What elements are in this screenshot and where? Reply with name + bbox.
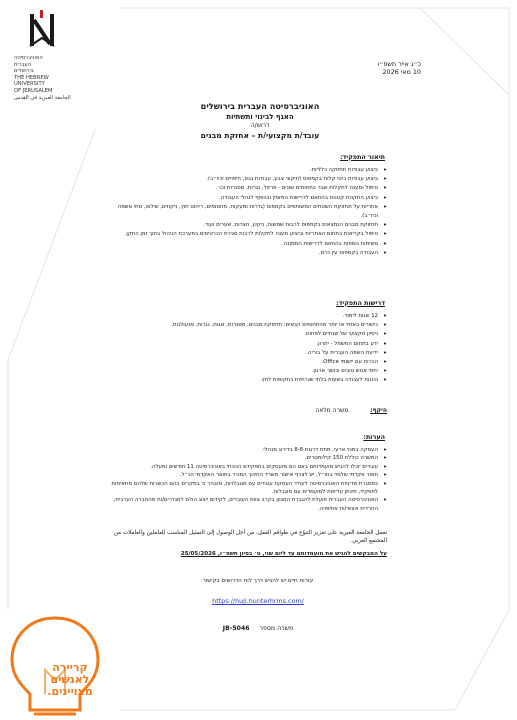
list-item: • ביצוע התקנות קטנות בהתאם לדרישות המזמין ובכפוף לנהלי העבודה. [107, 194, 387, 203]
list-item: • ביצוע עבודות תחזוקה כלליות. [107, 166, 387, 175]
gregorian-date: 10 מאי 2026 [382, 68, 421, 76]
title-position: עובד/ת מקצועי/ת – אחזקת מבנים [200, 131, 320, 140]
list-item: • טיפול בקריאות בתחום האחריות וביצוע מענה לתקלות לרבות סגירת הכרטיסים במערכת הניהול בתוך זמן התקן. [107, 230, 387, 239]
logo-english-line: OF JERUSALEM [14, 87, 53, 94]
job-reference [130, 625, 386, 632]
logo-hebrew-line: העברית [14, 61, 32, 68]
scope-value: משרה מלאה [315, 407, 349, 414]
arabic-diversity-notice: تعمل الجامعة العبرية على تعزيز التنوّع في طواقم العمل، من أجل الوصول إلى التمثيل المناسب للعاملين والعاملات من المجتمع العربي. [113, 530, 387, 544]
list-item: • האוניברסיטה העברית פועלת להגברת המגוון בקרב צוות העובדים, לקידום ייצוג הולם למגדרים/ות מהחברה הערבית, החרדית ויוצאי/ות אתיופיה. [107, 496, 387, 513]
slogan-line: קריירה [52, 661, 88, 674]
list-item: • ידע בתחום החשמל - יתרון. [107, 340, 387, 349]
list-item: • אחריות על תחזוקת השטחים המשותפים בקמפוס (גדרות ומעקות, מחסומים, ריהוט חוץ, ניקוזים, שילוט, סתי אשפה וכיו״ב). [107, 203, 387, 221]
list-item: • תחזוקת מבנים הנמצאים בקמפוס לרבות שמשות, ניקיון, חצרות, שערים ועוד. [107, 221, 387, 230]
date-block [377, 60, 421, 76]
list-item: • יחסי אנוש טובים וכושר ארגון. [107, 367, 387, 376]
list-item: • הכרות עם יישומי Office. [107, 358, 387, 367]
list-item: • ניסיון מקצועי של שנתיים לפחות. [107, 330, 387, 339]
logo-arabic-line: الجامعة العبرية في القدس [14, 94, 71, 101]
list-item: • כישורים באחד או יותר מהתחומים הבאים: תחזוקת מבנים, מסגרות, זגגות, נגרות, מנעולנות. [107, 321, 387, 330]
list-item: • 12 שנות לימוד. [107, 312, 387, 321]
list-item: • ביצוע עבודות בינוי קלות בקמפוס (תיקוני צבע, עבודות גבס, חיפויים וכיו״ב). [107, 175, 387, 184]
list-item: • עובדים יוכלו להגיש מועמדותם באם הם מועסקים בתפקידם הנוכחי באוניברסיטה 11 חודשים ומעלה. [107, 463, 387, 471]
list-item: • במסגרת מדיניות האוניברסיטה לעודד העסקת עובדים עם מוגבלויות, מובהר כי במקרים בהם הכשרות שלהם מתאימות לתפקיד, תינתן עדיפות למועמדים עם מוגבלות. [107, 480, 387, 497]
notes-list [107, 446, 387, 513]
title-division: האגף לבינוי ותשתיות [226, 113, 294, 121]
job-reference-label: משרה מספר [259, 625, 294, 632]
contact-instructions: קורות חיים יש להגיש דרך לוח הדרושים בקישור [202, 578, 314, 584]
requirements-list [107, 312, 387, 386]
list-item: • ידיעת השפה העברית על בוריה. [107, 349, 387, 358]
list-item: • טיפול ומענה לתקלות שבר בתחומים שונים - פרזול, נגרות, מסגרות וכו׳. [107, 184, 387, 193]
job-description-list [107, 166, 387, 258]
list-item: • נכונות לעבודה בשעות בלתי שגרתיות בתקופות לחץ. [107, 376, 387, 385]
application-link[interactable]: https://huji.hunterhrms.com/ [212, 597, 304, 605]
logo-english-line: UNIVERSITY [14, 81, 45, 88]
title-block [130, 101, 390, 141]
list-item: • העבודה בקמפוס עין כרם. [107, 249, 387, 258]
slogan-line: מצויינים. [47, 685, 93, 698]
university-emblem-icon [26, 10, 66, 52]
job-reference-number: JB-5046 [222, 625, 250, 632]
logo-hebrew-line: האוניברסיטה [14, 55, 43, 61]
application-deadline: על המבקשים להגיש את מועמדותם עד ליום שני, ט׳ בסיון תשפ״ו, 25/05/2026 [180, 551, 387, 557]
scope-label: היקף: [370, 407, 387, 414]
career-slogan [40, 662, 100, 698]
title-university: האוניברסיטה העברית בירושלים [200, 101, 320, 111]
hebrew-date: כ״ג אייר תשפ״ו [377, 60, 421, 68]
scope-line [315, 407, 387, 414]
job-description-heading: תיאור התפקיד: [339, 153, 385, 161]
notes-heading: הערות: [363, 433, 385, 441]
title-wanted: דרוש/ה [250, 122, 270, 129]
logo-english-line: THE HEBREW [14, 74, 49, 81]
requirements-heading: דרישות התפקיד: [336, 299, 385, 307]
list-item: • המשרה כוללת 150 קילומטרים. [107, 454, 387, 462]
list-item: • תואר אקדמי שלמד בחו״ל, יש לצרף אישור משרד החינוך המכיר בתואר האקדמי הנ״ל. [107, 471, 387, 479]
university-logo [14, 10, 82, 101]
list-item: • משימות נוספות בהתאם לדרישות הממונה. [107, 240, 387, 249]
list-item: • העסקה במנוי ארעי, מתח דרגות 8-6 בדירוג מנהלי. [107, 446, 387, 454]
logo-hebrew-line: בירושלים [14, 68, 34, 75]
slogan-line: לאנשים [50, 673, 90, 686]
